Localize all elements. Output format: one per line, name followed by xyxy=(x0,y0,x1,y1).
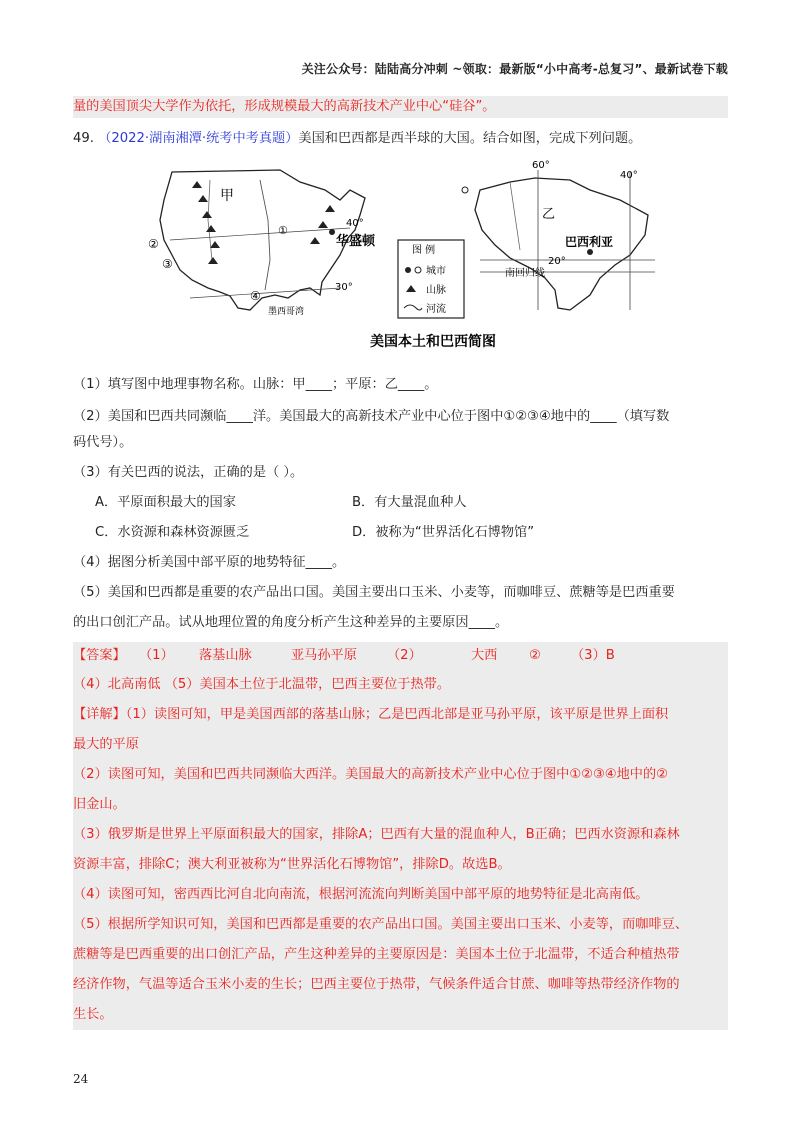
q5-line2: 的出口创汇产品。试从地理位置的角度分析产生这种差异的主要原因____。 xyxy=(73,615,509,630)
us-brazil-map xyxy=(150,160,660,360)
q2-line1: （2）美国和巴西共同濒临____洋。美国最大的高新技术产业中心位于图中①②③④地中的____（填写数 xyxy=(73,409,670,424)
label-lat40-us: 40° xyxy=(346,218,364,229)
question-source: （2022·湖南湘潭·统考中考真题） xyxy=(98,131,299,146)
detail-line8: （5）根据所学知识可知，美国和巴西都是重要的农产品出口国。美国主要出口玉米、小麦等，而咖啡豆、 xyxy=(73,910,728,940)
label-lon40: 40° xyxy=(620,170,638,181)
answer-a1: 落基山脉 xyxy=(199,648,252,663)
label-lon60: 60° xyxy=(532,160,550,171)
brasilia-dot xyxy=(587,249,593,255)
q3-option-a: A．平原面积最大的国家 xyxy=(95,495,236,510)
answer-line2: （4）北高南低 （5）美国本土位于北温带，巴西主要位于热带。 xyxy=(73,670,728,700)
detail-line7: （4）读图可知，密西西比河自北向南流，根据河流流向判断美国中部平原的地势特征是北高南低。 xyxy=(73,880,728,910)
legend-river: 河流 xyxy=(426,304,446,315)
label-lat20: 20° xyxy=(548,256,566,267)
answer-a3: 大西 xyxy=(471,648,498,663)
label-c4: ④ xyxy=(250,289,261,303)
detail-label: 【详解】 xyxy=(73,707,126,722)
map-legend xyxy=(398,240,464,318)
intro-line: 量的美国顶尖大学作为依托，形成规模最大的高新技术产业中心“硅谷”。 xyxy=(73,96,728,118)
detail-line4: 旧金山。 xyxy=(73,790,728,820)
q3-option-d: D．被称为“世界活化石博物馆” xyxy=(352,525,535,540)
q2-line2: 码代号）。 xyxy=(73,435,133,450)
detail-line5: （3）俄罗斯是世界上平原面积最大的国家，排除A；巴西有大量的混血种人，B正确；巴西水资源和森林 xyxy=(73,820,728,850)
label-lat30: 30° xyxy=(335,282,353,293)
legend-title: 图 例 xyxy=(412,245,436,256)
answer-a2: 亚马孙平原 xyxy=(291,648,357,663)
answer-p3: （3）B xyxy=(571,648,615,663)
question-stem xyxy=(73,128,728,150)
washington-dot xyxy=(329,229,335,235)
city-dot xyxy=(462,187,468,193)
label-c1: ① xyxy=(278,224,288,237)
answer-a4: ② xyxy=(529,648,541,663)
detail-line10: 经济作物，气温等适合玉米小麦的生长；巴西主要位于热带，气候条件适合甘蔗、咖啡等热带经济作物的 xyxy=(73,970,728,1000)
answer-p2: （2） xyxy=(387,648,422,663)
q4: （4）据图分析美国中部平原的地势特征____。 xyxy=(73,555,346,570)
question-number: 49. xyxy=(73,131,94,146)
page-number: 24 xyxy=(73,1072,89,1086)
detail-line11: 生长。 xyxy=(73,1000,728,1030)
q3-option-b: B．有大量混血种人 xyxy=(352,495,467,510)
label-jia: 甲 xyxy=(220,188,234,204)
q3-option-c: C．水资源和森林资源匮乏 xyxy=(95,525,250,540)
detail-line1 xyxy=(73,700,728,730)
question-text: 美国和巴西都是西半球的大国。结合如图，完成下列问题。 xyxy=(298,131,642,146)
mountain-symbols xyxy=(192,181,335,264)
answer-line1 xyxy=(73,642,728,670)
q5-line1: （5）美国和巴西都是重要的农产品出口国。美国主要出口玉米、小麦等，而咖啡豆、蔗糖等是巴西重要 xyxy=(73,585,675,600)
detail-text1: （1）读图可知，甲是美国西部的落基山脉；乙是巴西北部是亚马孙平原，该平原是世界上面积 xyxy=(125,707,669,722)
label-tropic: 南回归线 xyxy=(505,268,545,279)
label-yi: 乙 xyxy=(542,207,556,222)
label-c3: ③ xyxy=(162,257,173,271)
detail-line3: （2）读图可知，美国和巴西共同濒临大西洋。美国最大的高新技术产业中心位于图中①②③④地中的② xyxy=(73,760,728,790)
detail-line9: 蔗糖等是巴西重要的出口创汇产品，产生这种差异的主要原因是：美国本土位于北温带，不适合种植热带 xyxy=(73,940,728,970)
map-caption: 美国本土和巴西简图 xyxy=(370,334,496,350)
detail-line2: 最大的平原 xyxy=(73,730,728,760)
legend-mountain: 山脉 xyxy=(426,285,446,296)
answer-p1: （1） xyxy=(139,648,174,663)
detail-line6: 资源丰富，排除C；澳大利亚被称为“世界活化石博物馆”，排除D。故选B。 xyxy=(73,850,728,880)
legend-city: 城市 xyxy=(426,266,446,277)
label-c2: ② xyxy=(148,237,159,251)
answer-label: 【答案】 xyxy=(73,648,126,663)
label-gulf: 墨西哥湾 xyxy=(268,307,305,317)
q1: （1）填写图中地理事物名称。山脉：甲____；平原：乙____。 xyxy=(73,377,438,392)
page-header: 关注公众号：陆陆高分冲刺 ~领取：最新版“小中高考-总复习”、最新试卷下载 xyxy=(301,62,728,76)
label-washington: 华盛顿 xyxy=(336,234,376,249)
q3: （3）有关巴西的说法，正确的是（ ）。 xyxy=(73,465,304,480)
label-brasilia: 巴西利亚 xyxy=(565,235,614,249)
